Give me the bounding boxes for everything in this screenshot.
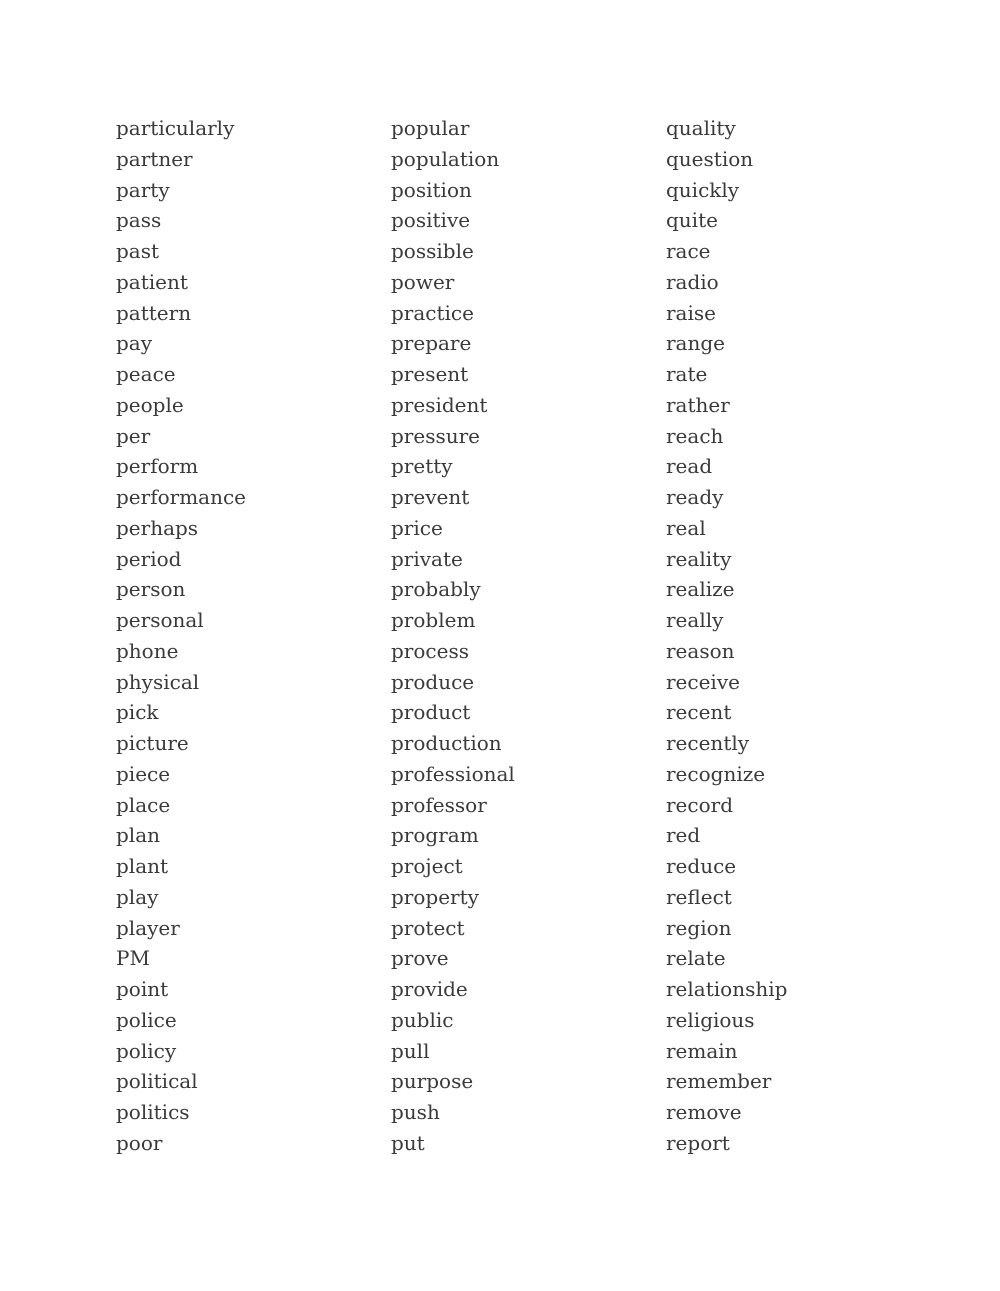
word-item: picture [116, 731, 189, 755]
word-item: recent [666, 700, 732, 725]
word-item: product [391, 700, 471, 725]
word-item: protect [391, 915, 465, 940]
word-item: phone [116, 638, 179, 663]
word-item: produce [391, 669, 475, 694]
word-item: policy [116, 1038, 177, 1063]
word-item: political [116, 1069, 198, 1094]
word-item: party [116, 177, 170, 202]
word-item: remember [666, 1069, 772, 1094]
word-item: private [391, 546, 463, 571]
word-column-3 [666, 113, 926, 1159]
word-item: partner [116, 146, 193, 171]
word-item: professional [391, 761, 515, 786]
word-item: prove [391, 946, 449, 971]
word-item: remove [666, 1100, 742, 1124]
word-item: pick [116, 700, 159, 725]
word-item: religious [666, 1007, 755, 1032]
word-item: quite [666, 208, 718, 233]
word-item: recognize [666, 761, 766, 786]
word-item: period [116, 546, 182, 571]
word-item: professor [391, 792, 487, 817]
word-item: personal [116, 608, 204, 632]
word-item: process [391, 638, 469, 663]
word-item: player [116, 915, 180, 940]
word-item: possible [391, 239, 474, 263]
word-item: record [666, 792, 734, 817]
word-item: public [391, 1007, 454, 1032]
word-item: positive [391, 208, 471, 233]
word-item: race [666, 239, 711, 263]
word-item: play [116, 884, 159, 909]
word-item: range [666, 331, 726, 356]
word-item: peace [116, 362, 176, 386]
word-item: pressure [391, 423, 481, 448]
word-item: reflect [666, 884, 732, 909]
word-item: plan [116, 823, 161, 848]
word-item: ready [666, 485, 724, 509]
word-item: patient [116, 269, 188, 294]
word-item: rather [666, 392, 730, 417]
word-item: prevent [391, 485, 470, 509]
word-item: physical [116, 669, 200, 694]
word-column-1 [116, 113, 376, 1159]
word-item: reason [666, 638, 735, 663]
word-item: president [391, 392, 488, 417]
word-item: read [666, 454, 713, 479]
word-item: reality [666, 546, 732, 571]
word-item: really [666, 608, 724, 632]
word-item: present [391, 362, 469, 386]
word-item: rate [666, 362, 708, 386]
word-item: radio [666, 269, 719, 294]
word-item: quality [666, 116, 736, 140]
word-item: production [391, 731, 502, 755]
word-item: problem [391, 608, 476, 632]
word-item: plant [116, 854, 169, 878]
word-item: property [391, 884, 479, 909]
word-item: probably [391, 577, 481, 602]
word-column-2 [391, 113, 651, 1159]
word-item: population [391, 146, 500, 171]
word-item: practice [391, 300, 474, 325]
word-item: relationship [666, 977, 788, 1001]
word-item: remain [666, 1038, 738, 1063]
word-item: politics [116, 1100, 190, 1124]
word-item: person [116, 577, 186, 602]
word-item: reach [666, 423, 724, 448]
word-item: point [116, 977, 169, 1001]
word-item: particularly [116, 116, 235, 140]
word-item: popular [391, 116, 470, 140]
word-item: price [391, 515, 443, 540]
word-item: power [391, 269, 455, 294]
word-item: per [116, 423, 151, 448]
word-item: purpose [391, 1069, 474, 1094]
word-item: pattern [116, 300, 192, 325]
word-item: pass [116, 208, 162, 233]
word-item: pull [391, 1038, 430, 1063]
word-item: prepare [391, 331, 472, 356]
word-item: real [666, 515, 706, 540]
word-item: push [391, 1100, 440, 1124]
word-item: program [391, 823, 479, 848]
word-item: police [116, 1007, 177, 1032]
word-item: put [391, 1130, 425, 1155]
word-item: raise [666, 300, 716, 325]
word-item: performance [116, 485, 247, 509]
word-item: reduce [666, 854, 737, 878]
word-item: piece [116, 761, 171, 786]
word-item: perhaps [116, 515, 199, 540]
word-item: poor [116, 1130, 163, 1155]
word-item: past [116, 239, 160, 263]
word-item: relate [666, 946, 726, 971]
word-item: place [116, 792, 171, 817]
word-item: quickly [666, 177, 740, 202]
word-item: perform [116, 454, 199, 479]
word-item: realize [666, 577, 735, 602]
word-item: recently [666, 731, 750, 755]
word-item: red [666, 823, 701, 848]
word-item: region [666, 915, 732, 940]
word-item: question [666, 146, 754, 171]
word-item: people [116, 392, 184, 417]
word-item: pretty [391, 454, 453, 479]
word-item: project [391, 854, 463, 878]
word-item: PM [116, 946, 150, 971]
word-item: provide [391, 977, 468, 1001]
word-item: pay [116, 331, 153, 356]
word-item: position [391, 177, 472, 202]
word-item: report [666, 1130, 730, 1155]
word-item: receive [666, 669, 740, 694]
